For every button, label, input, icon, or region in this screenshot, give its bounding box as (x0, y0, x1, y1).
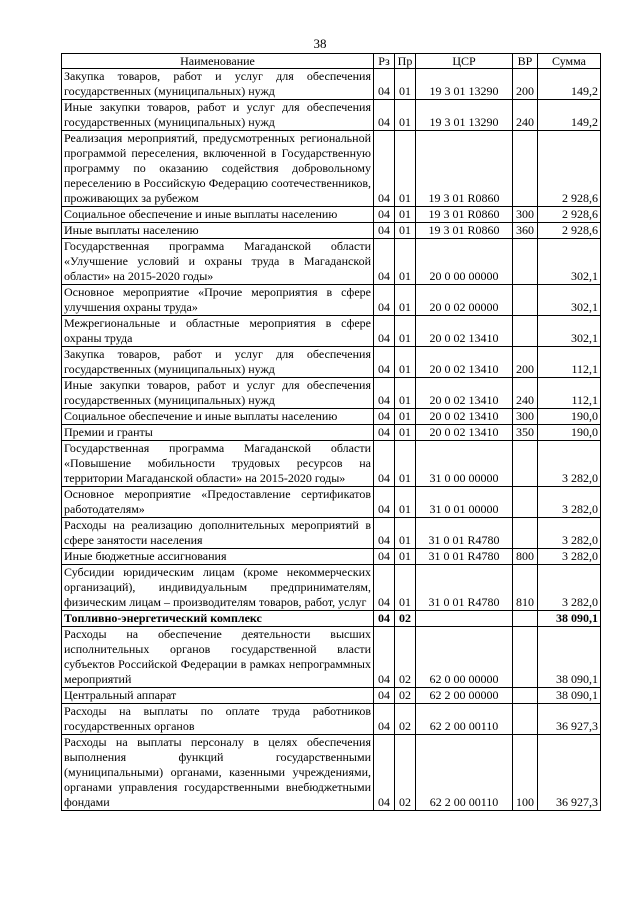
cell-csr: 20 0 00 00000 (416, 239, 513, 285)
cell-vr (513, 688, 538, 704)
cell-name: Расходы на реализацию дополнительных мероприятий в сфере занятости населения (62, 518, 374, 549)
table-row (62, 518, 601, 549)
cell-vr (513, 518, 538, 549)
cell-name: Расходы на выплаты по оплате труда работников государственных органов (62, 704, 374, 735)
cell-csr: 20 0 02 13410 (416, 347, 513, 378)
cell-pr: 01 (395, 409, 416, 425)
cell-rz: 04 (374, 627, 395, 688)
header-rz: Рз (374, 54, 395, 69)
cell-vr: 240 (513, 100, 538, 131)
cell-vr (513, 704, 538, 735)
cell-csr: 31 0 01 R4780 (416, 565, 513, 611)
cell-vr (513, 611, 538, 627)
cell-csr: 62 2 00 00000 (416, 688, 513, 704)
cell-csr: 19 3 01 R0860 (416, 131, 513, 207)
cell-csr: 31 0 00 00000 (416, 441, 513, 487)
cell-name: Основное мероприятие «Прочие мероприятия в сфере улучшения охраны труда» (62, 285, 374, 316)
cell-csr: 62 2 00 00110 (416, 735, 513, 811)
cell-rz: 04 (374, 347, 395, 378)
cell-pr: 02 (395, 627, 416, 688)
cell-sum: 112,1 (538, 378, 601, 409)
cell-rz: 04 (374, 131, 395, 207)
cell-vr: 100 (513, 735, 538, 811)
cell-csr (416, 611, 513, 627)
cell-sum: 38 090,1 (538, 688, 601, 704)
cell-csr: 31 0 01 R4780 (416, 518, 513, 549)
cell-csr: 20 0 02 13410 (416, 378, 513, 409)
cell-sum: 3 282,0 (538, 518, 601, 549)
table-body (62, 69, 601, 811)
table-row (62, 487, 601, 518)
cell-csr: 62 2 00 00110 (416, 704, 513, 735)
cell-name: Государственная программа Магаданской области «Улучшение условий и охраны труда в Магаданской области» на 2015-2020 годы» (62, 239, 374, 285)
cell-name: Социальное обеспечение и иные выплаты населению (62, 207, 374, 223)
cell-rz: 04 (374, 487, 395, 518)
table-row (62, 735, 601, 811)
table-row (62, 688, 601, 704)
cell-name: Иные закупки товаров, работ и услуг для обеспечения государственных (муниципальных) нужд (62, 378, 374, 409)
table-row (62, 100, 601, 131)
cell-vr (513, 131, 538, 207)
table-row (62, 549, 601, 565)
cell-name: Основное мероприятие «Предоставление сертификатов работодателям» (62, 487, 374, 518)
cell-name: Реализация мероприятий, предусмотренных региональной программой переселения, включенной в Государственную программу по оказанию содействия добровольному переселению в Российскую Федерацию соотечественников, проживающих за рубежом (62, 131, 374, 207)
header-name: Наименование (62, 54, 374, 69)
cell-csr: 20 0 02 13410 (416, 425, 513, 441)
cell-sum: 190,0 (538, 425, 601, 441)
cell-rz: 04 (374, 704, 395, 735)
cell-sum: 3 282,0 (538, 565, 601, 611)
cell-sum: 302,1 (538, 285, 601, 316)
cell-sum: 2 928,6 (538, 131, 601, 207)
cell-name: Субсидии юридическим лицам (кроме некоммерческих организаций), индивидуальным предпринимателям, физическим лицам – производителям товаров, работ, услуг (62, 565, 374, 611)
cell-sum: 38 090,1 (538, 611, 601, 627)
cell-vr: 350 (513, 425, 538, 441)
cell-pr: 01 (395, 316, 416, 347)
cell-csr: 20 0 02 13410 (416, 409, 513, 425)
cell-vr (513, 316, 538, 347)
cell-pr: 01 (395, 223, 416, 239)
cell-rz: 04 (374, 207, 395, 223)
cell-csr: 19 3 01 R0860 (416, 223, 513, 239)
table-row (62, 565, 601, 611)
header-vr: ВР (513, 54, 538, 69)
cell-pr: 01 (395, 378, 416, 409)
cell-rz: 04 (374, 518, 395, 549)
cell-sum: 36 927,3 (538, 735, 601, 811)
cell-rz: 04 (374, 441, 395, 487)
cell-name: Иные бюджетные ассигнования (62, 549, 374, 565)
cell-rz: 04 (374, 285, 395, 316)
cell-sum: 302,1 (538, 316, 601, 347)
cell-csr: 31 0 01 R4780 (416, 549, 513, 565)
table-row (62, 285, 601, 316)
header-csr: ЦСР (416, 54, 513, 69)
cell-rz: 04 (374, 611, 395, 627)
cell-name: Межрегиональные и областные мероприятия в сфере охраны труда (62, 316, 374, 347)
cell-sum: 38 090,1 (538, 627, 601, 688)
cell-csr: 19 3 01 13290 (416, 100, 513, 131)
cell-name: Государственная программа Магаданской области «Повышение мобильности трудовых ресурсов на территории Магаданской области» на 2015-2020 годы» (62, 441, 374, 487)
cell-vr: 240 (513, 378, 538, 409)
cell-pr: 01 (395, 100, 416, 131)
cell-name: Топливно-энергетический комплекс (62, 611, 374, 627)
cell-name: Расходы на выплаты персоналу в целях обеспечения выполнения функций государственными (муниципальными) органами, казенными учреждениями, органами управления государственными внебюджетными фондами (62, 735, 374, 811)
cell-sum: 3 282,0 (538, 487, 601, 518)
budget-table (61, 53, 601, 811)
cell-rz: 04 (374, 100, 395, 131)
cell-name: Центральный аппарат (62, 688, 374, 704)
table-row (62, 704, 601, 735)
cell-sum: 3 282,0 (538, 441, 601, 487)
cell-rz: 04 (374, 735, 395, 811)
cell-csr: 31 0 01 00000 (416, 487, 513, 518)
cell-rz: 04 (374, 378, 395, 409)
cell-pr: 01 (395, 487, 416, 518)
table-row (62, 611, 601, 627)
cell-name: Закупка товаров, работ и услуг для обеспечения государственных (муниципальных) нужд (62, 347, 374, 378)
cell-rz: 04 (374, 316, 395, 347)
cell-sum: 302,1 (538, 239, 601, 285)
table-row (62, 627, 601, 688)
cell-pr: 02 (395, 611, 416, 627)
cell-sum: 2 928,6 (538, 223, 601, 239)
cell-name: Расходы на обеспечение деятельности высших исполнительных органов государственной власти субъектов Российской Федерации в рамках непрограммных мероприятий (62, 627, 374, 688)
table-row (62, 378, 601, 409)
cell-vr: 300 (513, 207, 538, 223)
header-sum: Сумма (538, 54, 601, 69)
cell-sum: 3 282,0 (538, 549, 601, 565)
cell-csr: 62 0 00 00000 (416, 627, 513, 688)
header-pr: Пр (395, 54, 416, 69)
cell-pr: 01 (395, 69, 416, 100)
cell-pr: 02 (395, 704, 416, 735)
cell-pr: 01 (395, 347, 416, 378)
cell-pr: 01 (395, 239, 416, 285)
cell-sum: 2 928,6 (538, 207, 601, 223)
cell-pr: 01 (395, 131, 416, 207)
table-row (62, 69, 601, 100)
cell-pr: 01 (395, 441, 416, 487)
cell-rz: 04 (374, 409, 395, 425)
cell-vr (513, 239, 538, 285)
cell-pr: 01 (395, 565, 416, 611)
cell-sum: 149,2 (538, 69, 601, 100)
cell-rz: 04 (374, 69, 395, 100)
cell-pr: 01 (395, 285, 416, 316)
table-header-row (62, 54, 601, 69)
cell-sum: 149,2 (538, 100, 601, 131)
cell-rz: 04 (374, 239, 395, 285)
cell-sum: 36 927,3 (538, 704, 601, 735)
table-row (62, 316, 601, 347)
cell-pr: 02 (395, 735, 416, 811)
table-row (62, 425, 601, 441)
cell-sum: 190,0 (538, 409, 601, 425)
cell-vr: 800 (513, 549, 538, 565)
table-row (62, 409, 601, 425)
cell-vr: 300 (513, 409, 538, 425)
cell-vr: 810 (513, 565, 538, 611)
cell-name: Иные закупки товаров, работ и услуг для обеспечения государственных (муниципальных) нужд (62, 100, 374, 131)
cell-sum: 112,1 (538, 347, 601, 378)
cell-vr: 200 (513, 347, 538, 378)
cell-rz: 04 (374, 565, 395, 611)
cell-name: Социальное обеспечение и иные выплаты населению (62, 409, 374, 425)
table-row (62, 131, 601, 207)
cell-pr: 01 (395, 549, 416, 565)
cell-pr: 01 (395, 518, 416, 549)
table-row (62, 223, 601, 239)
cell-csr: 20 0 02 00000 (416, 285, 513, 316)
cell-vr (513, 441, 538, 487)
cell-csr: 19 3 01 R0860 (416, 207, 513, 223)
table-row (62, 239, 601, 285)
cell-vr (513, 627, 538, 688)
cell-name: Закупка товаров, работ и услуг для обеспечения государственных (муниципальных) нужд (62, 69, 374, 100)
cell-name: Иные выплаты населению (62, 223, 374, 239)
cell-name: Премии и гранты (62, 425, 374, 441)
table-row (62, 441, 601, 487)
page-number: 38 (313, 36, 327, 51)
cell-pr: 01 (395, 207, 416, 223)
cell-csr: 19 3 01 13290 (416, 69, 513, 100)
cell-vr (513, 487, 538, 518)
cell-vr: 200 (513, 69, 538, 100)
cell-vr: 360 (513, 223, 538, 239)
table-row (62, 347, 601, 378)
cell-pr: 01 (395, 425, 416, 441)
cell-rz: 04 (374, 549, 395, 565)
table-row (62, 207, 601, 223)
cell-vr (513, 285, 538, 316)
cell-rz: 04 (374, 425, 395, 441)
cell-csr: 20 0 02 13410 (416, 316, 513, 347)
cell-rz: 04 (374, 688, 395, 704)
cell-pr: 02 (395, 688, 416, 704)
cell-rz: 04 (374, 223, 395, 239)
